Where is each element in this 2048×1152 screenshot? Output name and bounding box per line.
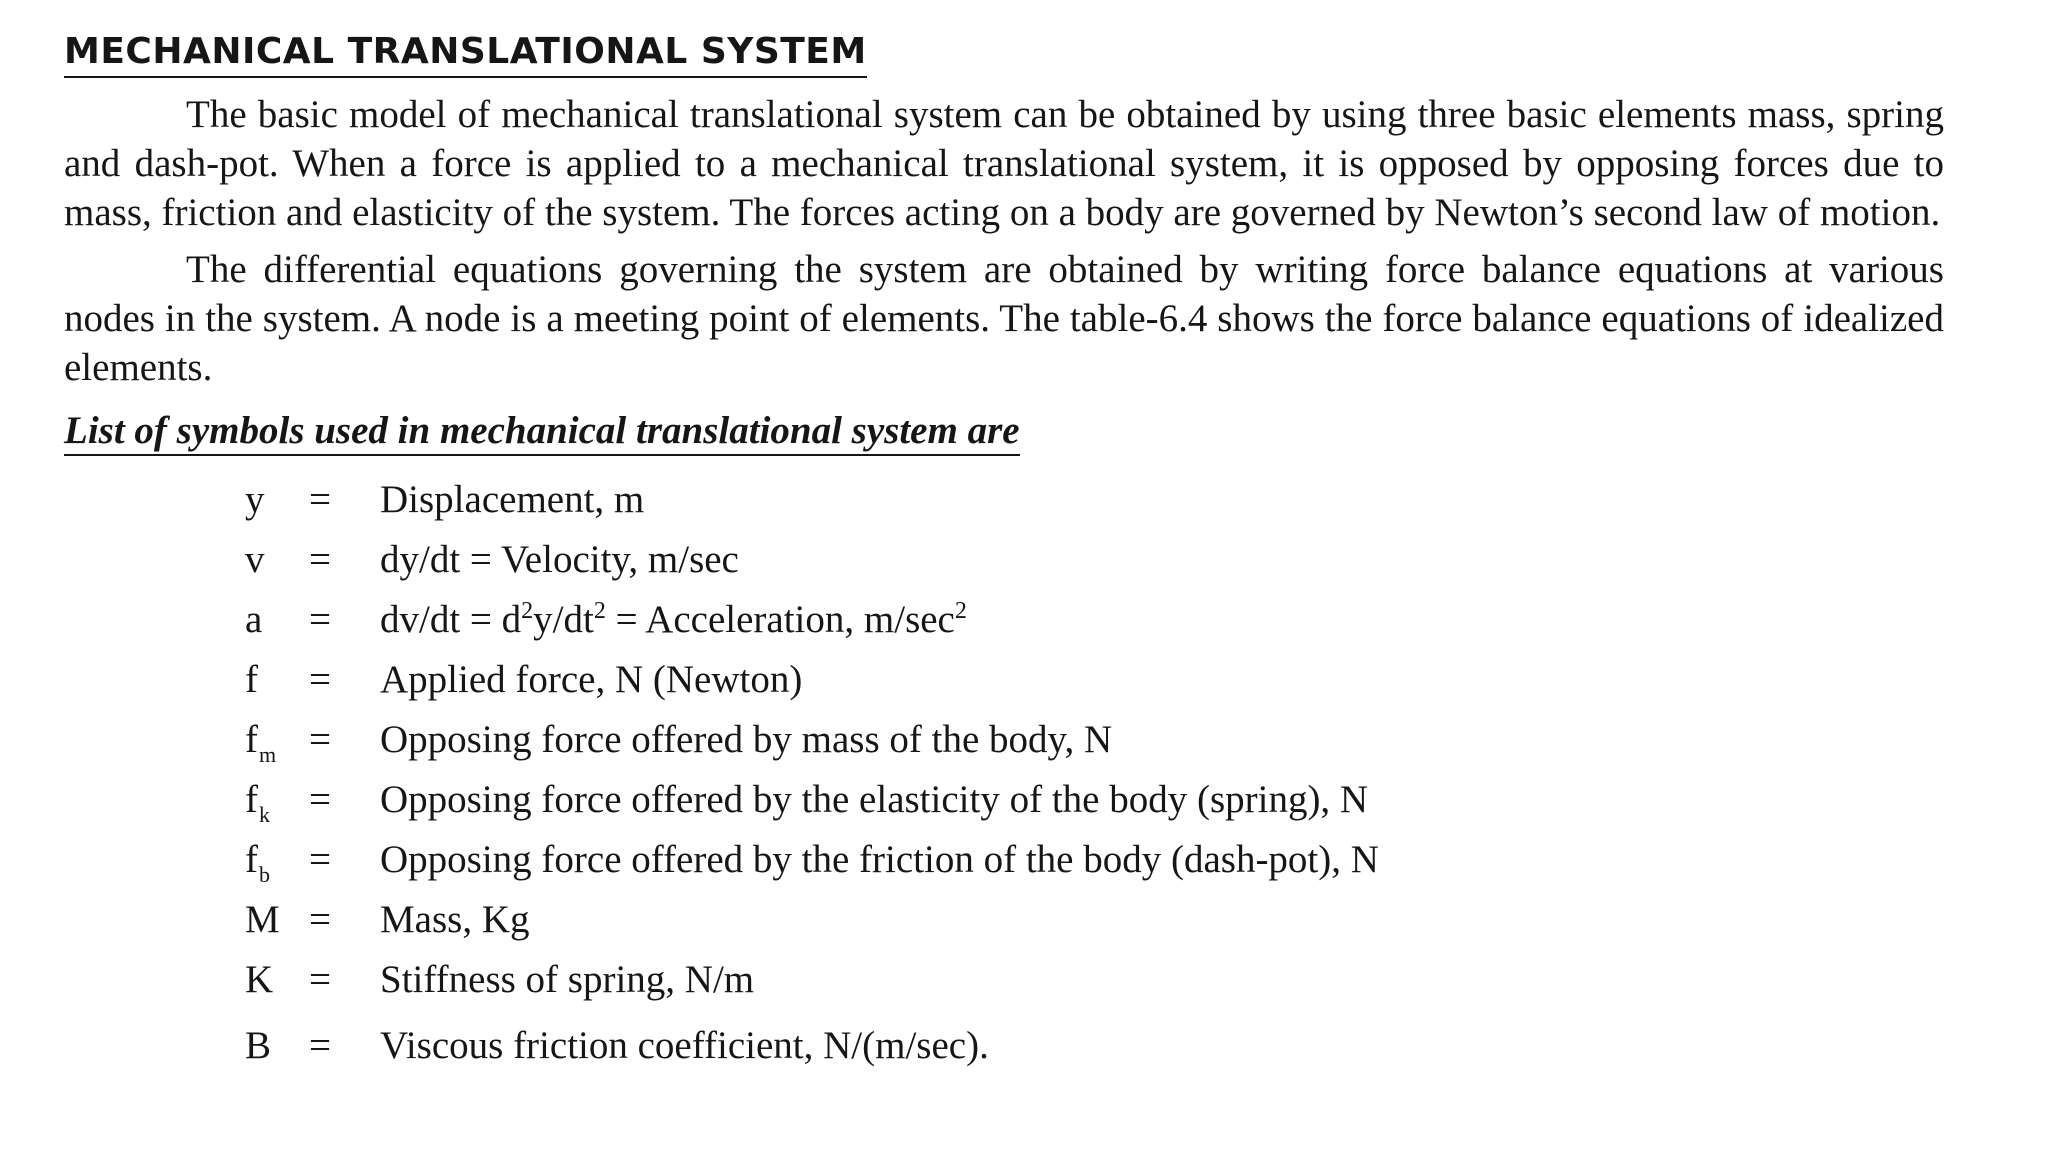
equals-sign: = — [309, 1024, 331, 1067]
symbol: K — [245, 958, 274, 1001]
equals-sign: = — [309, 718, 331, 761]
symbol-subscript: b — [259, 862, 270, 887]
symbol-row-friction-force — [245, 830, 1944, 890]
symbol: y — [245, 478, 265, 521]
symbol-description: Opposing force offered by mass of the body, N — [380, 718, 1113, 761]
symbol: M — [245, 898, 280, 941]
intro-paragraph: The basic model of mechanical translational system can be obtained by using three basic elements mass, spring and dash-pot. When a force is applied to a mechanical translational system, it is opposed by opposing forces due to mass, friction and elasticity of the system. The forces acting on a body are governed by Newton’s second law of motion. — [64, 93, 1944, 234]
symbol-row-velocity — [245, 530, 1944, 590]
symbol-description: Applied force, N (Newton) — [380, 658, 803, 701]
superscript: 2 — [593, 598, 606, 624]
symbol-row-mass — [245, 890, 1944, 950]
symbol-row-acceleration — [245, 590, 1944, 650]
superscript: 2 — [521, 598, 534, 624]
equals-sign: = — [309, 898, 331, 941]
symbol-description: $dv/dt = d^2y/dt^2$ = Acceleration, $m/\sec^2$ — [380, 598, 967, 641]
symbol-subscript: k — [259, 802, 270, 827]
symbol-row-stiffness — [245, 950, 1944, 1010]
equals-sign: = — [309, 538, 331, 581]
symbol: $f_k$ — [245, 778, 270, 827]
equals-sign: = — [309, 598, 331, 641]
symbol: B — [245, 1024, 272, 1067]
symbol-description: Viscous friction coefficient, N/(m/sec). — [380, 1024, 989, 1067]
symbols-list — [245, 470, 1944, 1076]
equals-sign: = — [309, 838, 331, 881]
symbol-description: Opposing force offered by the friction of the body (dash-pot), N — [380, 838, 1379, 881]
equals-sign: = — [309, 658, 331, 701]
superscript: 2 — [954, 598, 967, 624]
symbol-row-applied-force — [245, 650, 1944, 710]
symbol-description: Mass, Kg — [380, 898, 530, 941]
symbols-heading: List of symbols used in mechanical translational system are — [64, 408, 1020, 456]
section-heading: MECHANICAL TRANSLATIONAL SYSTEM — [64, 30, 867, 78]
symbol: $f_m$ — [245, 718, 277, 767]
symbol-description: Stiffness of spring, N/m — [380, 958, 755, 1001]
symbol-description: Displacement, m — [380, 478, 645, 521]
symbol: v — [245, 538, 265, 581]
symbol-row-mass-force — [245, 710, 1944, 770]
symbol: $f_b$ — [245, 838, 270, 887]
symbol-subscript: m — [259, 742, 277, 767]
symbol-description: Opposing force offered by the elasticity of the body (spring), N — [380, 778, 1369, 821]
equations-paragraph: The differential equations governing the system are obtained by writing force balance equations at various nodes in the system. A node is a meeting point of elements. The table-6.4 shows the force balance equations of idealized elements. — [64, 248, 1944, 389]
symbol: f — [245, 658, 258, 701]
symbol: a — [245, 598, 263, 641]
equals-sign: = — [309, 778, 331, 821]
equals-sign: = — [309, 958, 331, 1001]
symbol-row-spring-force — [245, 770, 1944, 830]
equals-sign: = — [309, 478, 331, 521]
symbol-row-displacement — [245, 470, 1944, 530]
symbol-description: dy/dt = Velocity, m/sec — [380, 538, 739, 581]
document-page — [64, 30, 1944, 1076]
symbol-row-viscous-friction — [245, 1016, 1944, 1076]
